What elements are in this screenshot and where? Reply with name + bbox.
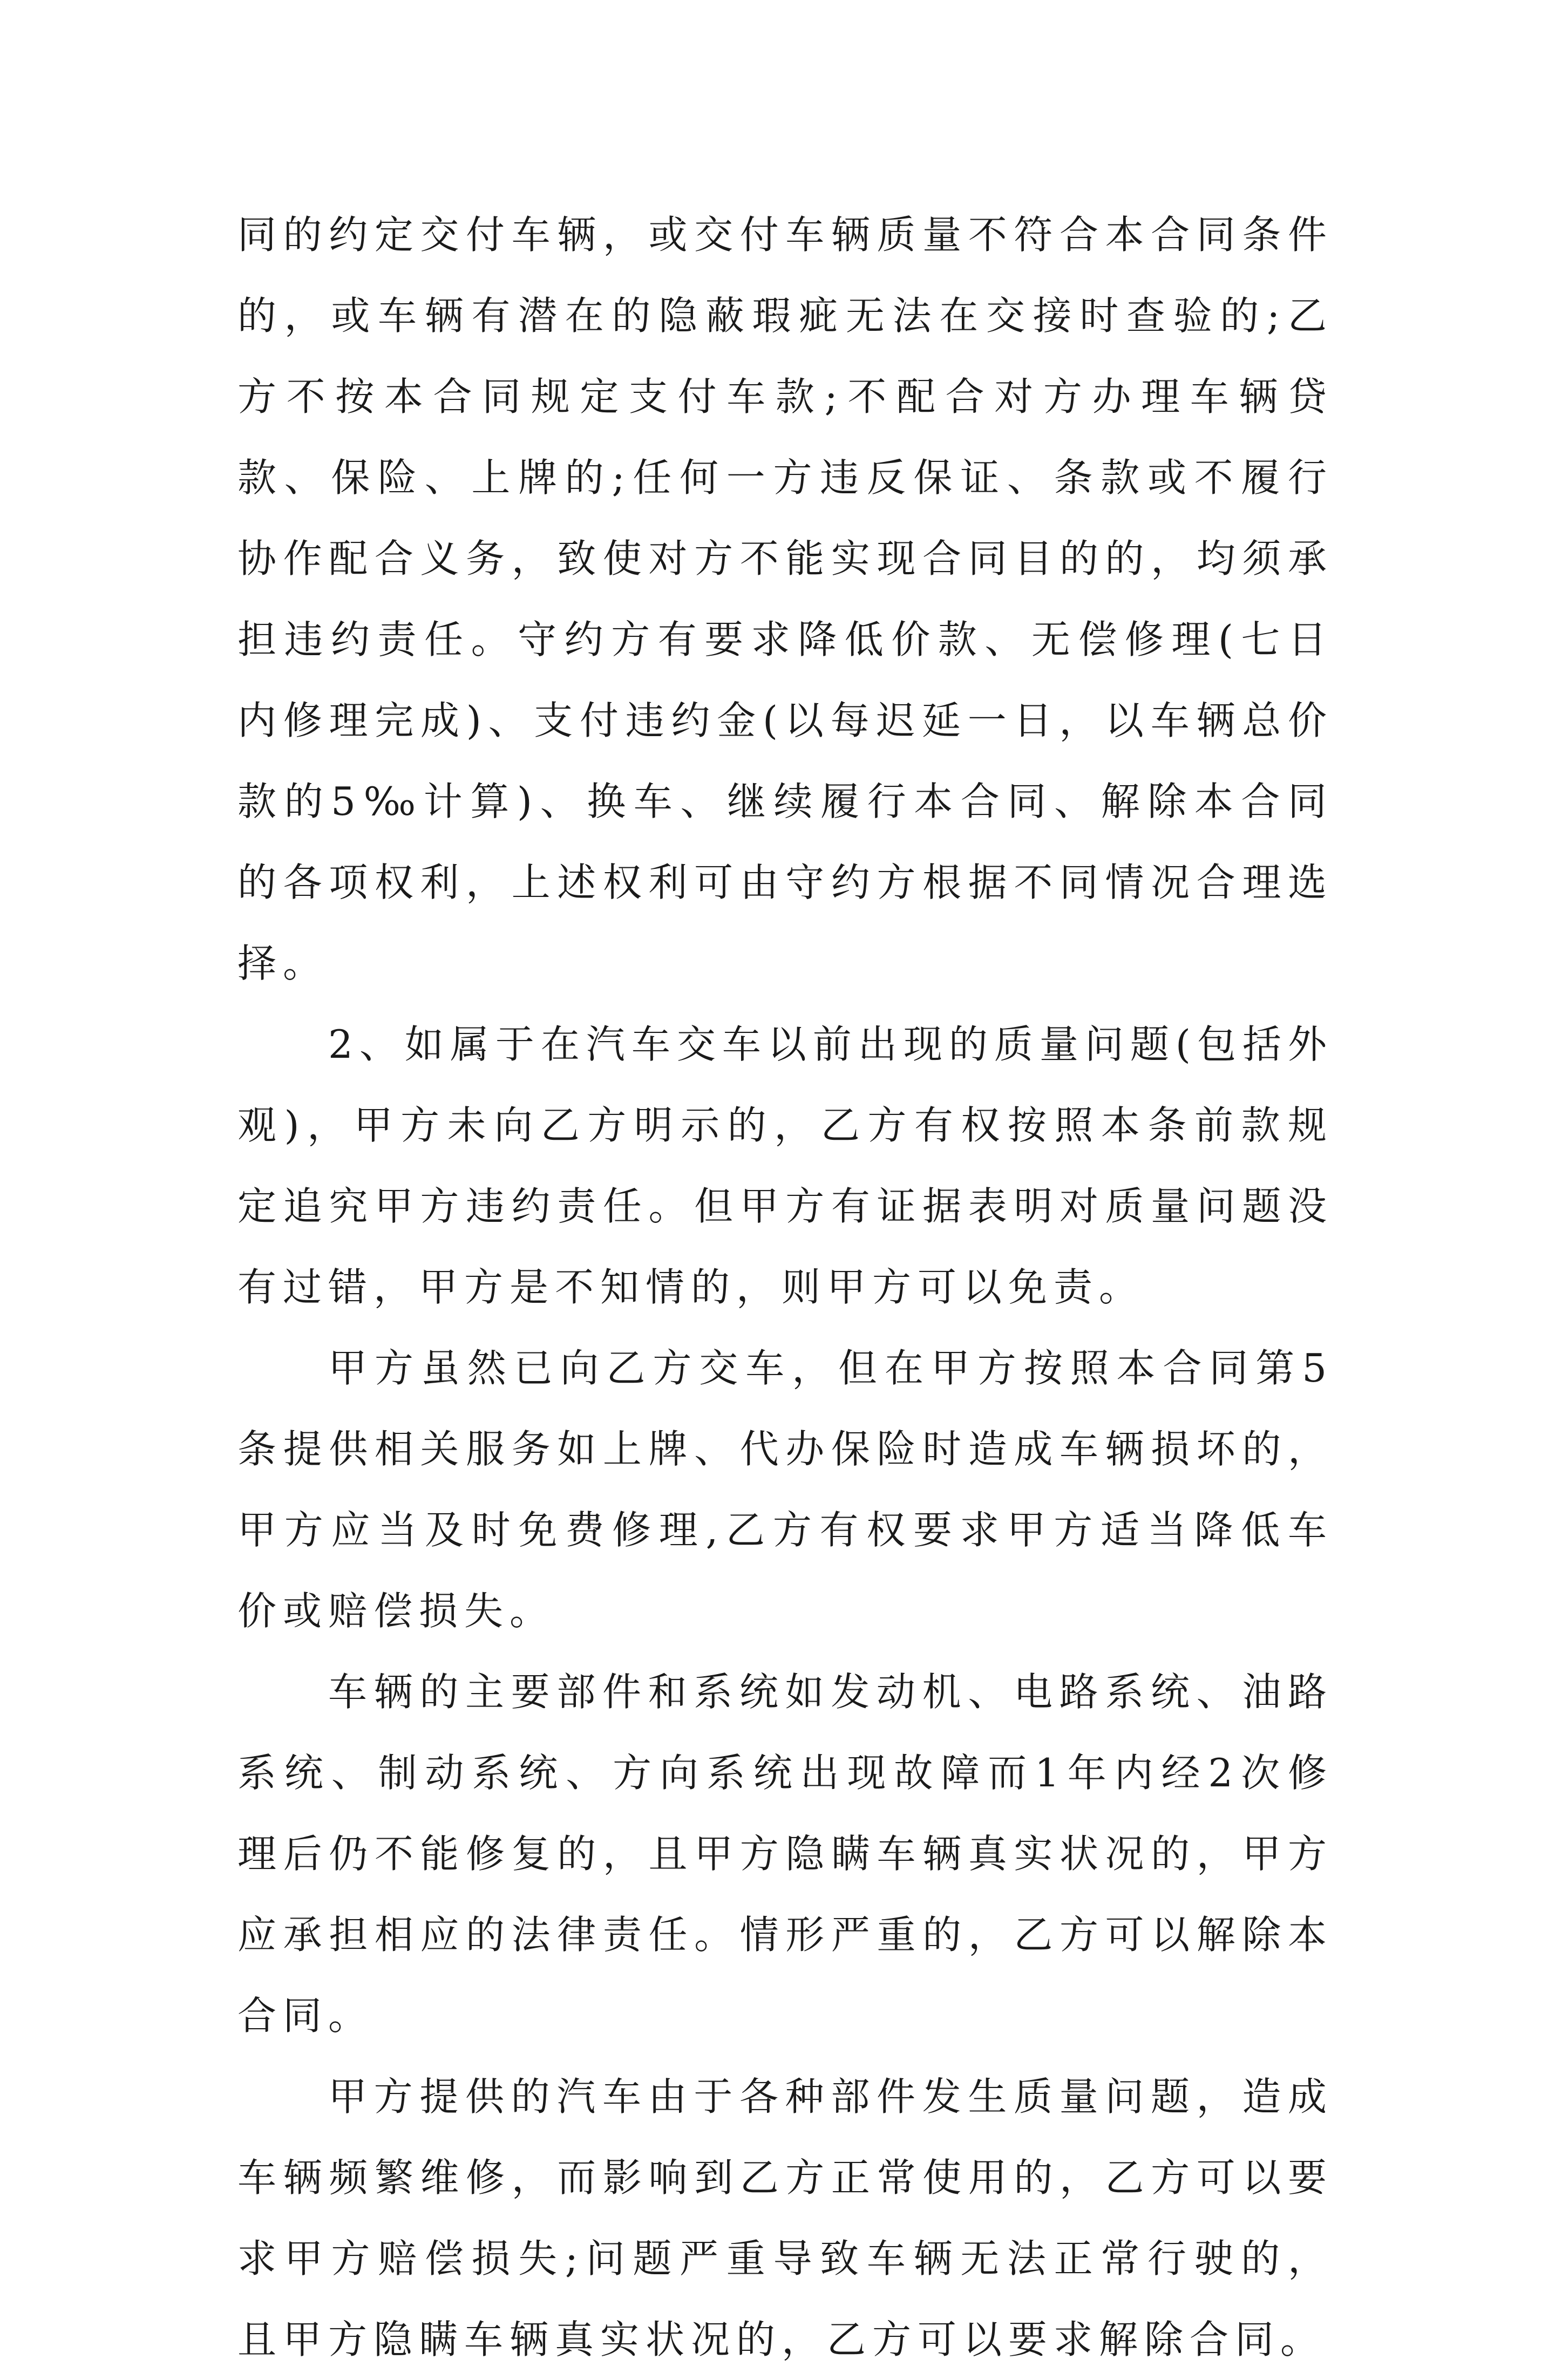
- paragraph-3: 甲方虽然已向乙方交车，但在甲方按照本合同第5条提供相关服务如上牌、代办保险时造成车辆损坏的，甲方应当及时免费修理,乙方有权要求甲方适当降低车价或赔偿损失。: [237, 1345, 1333, 1634]
- document-body: [237, 194, 1333, 2380]
- paragraph-4: 车辆的主要部件和系统如发动机、电路系统、油路系统、制动系统、方向系统出现故障而1年内经2次修理后仍不能修复的，且甲方隐瞒车辆真实状况的，甲方应承担相应的法律责任。情形严重的，乙方可以解除本合同。: [237, 1669, 1333, 2038]
- paragraph-5: 甲方提供的汽车由于各种部件发生质量问题，造成车辆频繁维修，而影响到乙方正常使用的，乙方可以要求甲方赔偿损失;问题严重导致车辆无法正常行驶的，且甲方隐瞒车辆真实状况的，乙方可以要求解除合同。: [237, 2074, 1333, 2362]
- paragraph-2: 2、如属于在汽车交车以前出现的质量问题(包括外观)，甲方未向乙方明示的，乙方有权按照本条前款规定追究甲方违约责任。但甲方有证据表明对质量问题没有过错，甲方是不知情的，则甲方可以免责。: [237, 1022, 1333, 1310]
- paragraph-1: 同的约定交付车辆，或交付车辆质量不符合本合同条件的，或车辆有潜在的隐蔽瑕疵无法在交接时查验的;乙方不按本合同规定支付车款;不配合对方办理车辆贷款、保险、上牌的;任何一方违反保证、条款或不履行协作配合义务，致使对方不能实现合同目的的，均须承担违约责任。守约方有要求降低价款、无偿修理(七日内修理完成)、支付违约金(以每迟延一日，以车辆总价款的5‰计算)、换车、继续履行本合同、解除本合同的各项权利，上述权利可由守约方根据不同情况合理选择。: [237, 212, 1333, 986]
